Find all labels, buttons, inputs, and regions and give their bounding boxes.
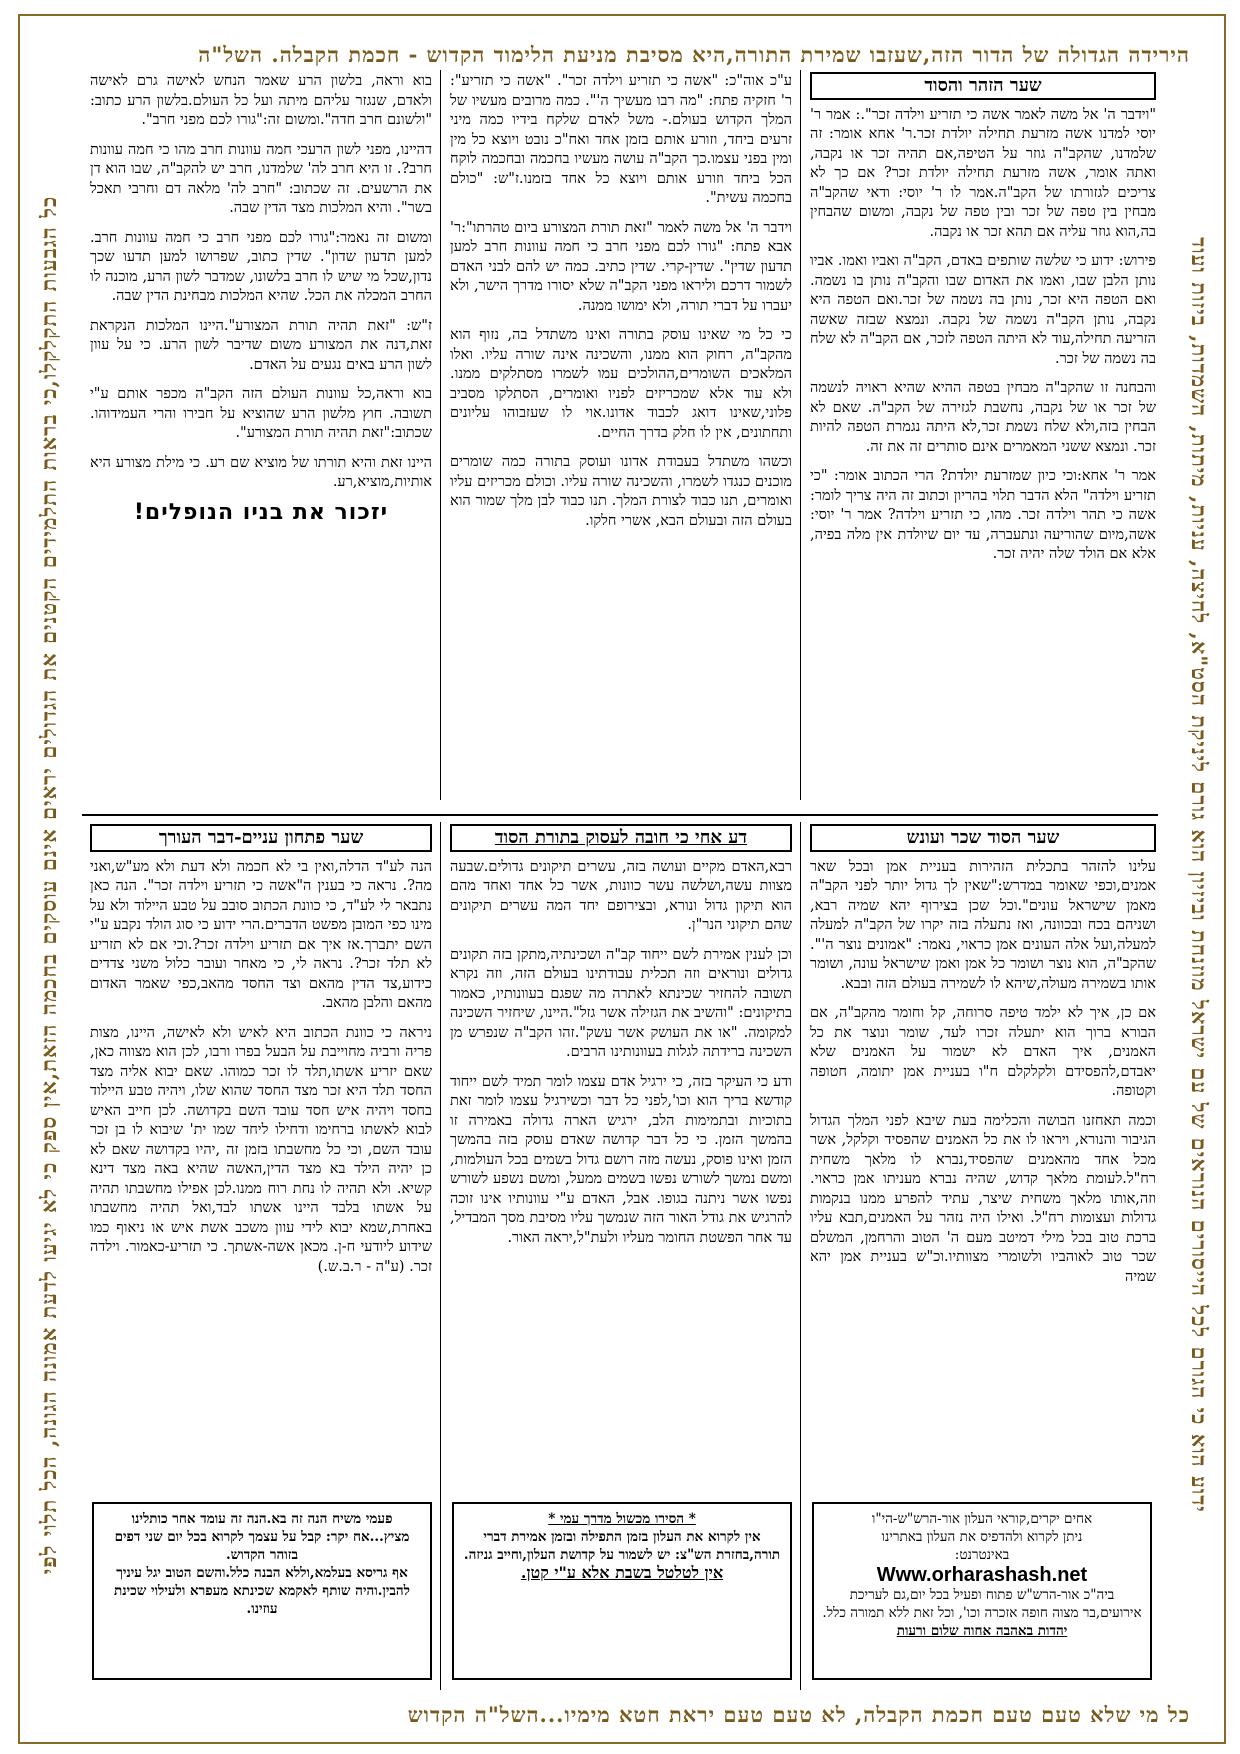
paragraph: וידבר ה' אל משה לאמר "זאת תורת המצורע ביום טהרתו":ר' אבא פתח: "גורו לכם מפני חרב כי חמה עוונות חרב למען תדעון שדין". שדין-קרי. שדין כתיב. כמה יש להם לבני האדם לשמור דרכם וליראו מפני הקב"ה שלא יסורו מדרך הישר, ולא יעברו על דברי תורה, ולא ימושו ממנה. <box>450 219 792 314</box>
paragraph: בוא וראה,כל עוונות העולם הזה הקב"ה מכפר אותם ע"י תשובה. חוץ מלשון הרע שהוציא על חבירו והרי העמידוהו. שכתוב:"זאת תהיה תורת המצורע". <box>90 386 432 441</box>
website-info-box <box>812 1502 1152 1680</box>
box-line: אף גריסא בעלמא,וללא הבנה כלל.והשם הטוב יגל עיניך להבין.והיה שותף לאקמא שכינתא מעפרא ולעילוי שכינת עוזינו. <box>114 1565 410 1617</box>
top-right-column <box>810 72 1156 797</box>
paragraph: היינו זאת והיא תורתו של מוציא שם רע. כי מילת מצורע היא אותיות,מוציא,רע. <box>90 454 432 490</box>
paragraph: כי כל מי שאינו עוסק בתורה ואינו משתדל בה, נזוף הוא מהקב"ה, רחוק הוא ממנו, והשכינה אינה שורה עליו. ואלו המלאכים השומרים,ההולכים עמו לשמרו מסתלקים ממנו. ולא עוד אלא שמכריזים לפניו ואומרים, הסתלקו מסביב פלוני,שאינו דואג לכבוד אדונו.אוי לו שעזבוהו עליונים ותחתונים, אין לו חלק בדרך החיים. <box>450 327 792 441</box>
paragraph: ע"כ אוה"כ: "אשה כי תזריע וילדה זכר". "אשה כי תזריע": ר' חזקיה פתח: "מה רבו מעשיך ה'". כמה מרובים מעשיו של המלך הקדוש בעולם.- משל לאדם שלקח בידיו כמה מיני זרעים ביחד, וזורע אותם בזמן אחד ואח"כ נובט ויוצא כל מין ומין בפני עצמו.כך הקב"ה עושה מעשיו בחכמה ובחכמה לוקח הכל ביחד וזורע אותם ויוצא כל אחד בזמנו.ז"ש: "כולם בחכמה עשית". <box>450 73 792 206</box>
paragraph: וכמה תאחזנו הבושה והכלימה בעת שיבא לפני המלך הגדול הגיבור והנורא, ויראו לו את כל האמנים שהפסיד וקלקל, אשר מכל אחד מהאמנים שהפסיד,נברא לו מלאך משחית רח"ל.לעומת מלאך קדוש, שהיה נברא מעניתו אמן כראוי. וזה,אותו מלאך משחית שיצר, עתיד להפרע ממנו בנקמות גדולות ועצומות רח"ל. ואילו היה נזהר על האמנים,תבא עליו ברכת טוב בכל מילי דמיטב מעם ה' הטוב והרחמן, המשלם שכר טוב לאוהביו ולשומרי מצוותיו.וכ"ש בעניית אמן יהא שמיה <box>810 1112 1156 1285</box>
paragraph: וכשהו משתדל בעבודת אדונו ועוסק בתורה כמה שומרים מוכנים כנגדו לשמרו, והשכינה שורה עליו. וכולם מכריזים עליו ואומרים, תנו כבוד לצורת המלך. תנו כבוד לבן מלך שמור הוא בעולם הזה ובעולם הבא, אשרי חלקו. <box>450 454 792 529</box>
paragraph: ומשום זה נאמר:"גורו לכם מפני חרב כי חמה עוונות חרב. למען תדעון שדון". שדין כתוב, שפרושו למען תדעו שכך נדון,שכל מי שיש לו חרב בלשונו, שמדבר לשון הרע, מוכנה לו החרב המכלה את הכל. שהיא המלכות מבחינת הדין שבה. <box>90 229 432 304</box>
box-title: * הסירו מכשול מדרך עמי * <box>548 1511 696 1527</box>
box-line: אין לטלטל בשבת אלא ע"י קטן. <box>520 1563 724 1582</box>
paragraph: עלינו להזהר בתכלית הזהירות בעניית אמן ובכל שאר אמנים,וכפי שאומר במדרש:"שאין לך גדול יותר לפני הקב"ה מאמן שישראל עונים".וכל שכן בצירוף יהא שמיה רבא, ושניהם בכח ובכוונה, ואז נתעלה בזה יקרו של הקב"ה למעלה למעלה,ועל אלה העונים אמן כראוי, נאמר: "אמונים נוצר ה'". שהקב"ה, הוא נוצר ושומר כל אמן ואמן שישראל עונה, ושומר אותו בשמירה מעולה,שיהא לו לשמירה בעולם הזה ובבא. <box>810 858 1156 992</box>
zohar-reading-box <box>92 1502 432 1680</box>
paragraph: אם כן, איך לא ילמד טיפה סרוחה, קל וחומר מהקב"ה, אם הבורא ברוך הוא יתעלה זכרו לעד, שומר ונוצר את כל האמנים, איך האדם לא ישמור על האמנים שלא יאבדם,להפסידם ולקלקלם ח"ו בעניית אמן יתומה, חטופה וקטופה. <box>810 1005 1156 1099</box>
box-line: אין לקרוא את העלון בזמן התפילה ובזמן אמירת דברי תורה,בחזרת הש"צ: יש לשמור על קדושת העלון,וחייב גניזה. <box>463 1529 781 1563</box>
border-text-right: ידוע הוא כי הגורם לכל הייסורים הנוראים של עם ישראל מוזנחת וביזיון הוא גורם ליניקת הסט"א, לחיצה, עניות, מיתות, השמדות, ביזות ועוד <box>1187 237 1212 1513</box>
column-divider <box>800 70 801 800</box>
newsletter-body <box>82 70 1158 1690</box>
box-line: ניתן לקרוא ולהדפיס את העלון באתרינו <box>881 1529 1083 1545</box>
paragraph: דהיינו, מפני לשון הרעכי חמה עוונות חרב מהו כי חמה עוונות חרב?. זו היא חרב לה' שלמדנו, חרב יש להקב"ה, שבו הוא דן את הרשעים. זה שכתוב: "חרב לה' מלאה דם וחרבי תאכל בשר". והיא המלכות מצד הדין שבה. <box>90 141 432 216</box>
paragraph: בוא וראה, בלשון הרע שאמר הנחש לאישה גרם לאישה ולאדם, שנגזר עליהם מיתה ועל כל העולם.בלשון הרע כתוב: "ולשונם חרב חדה".ומשום זה:"גורו לכם מפני חרב". <box>90 73 432 128</box>
bottom-middle-column <box>450 824 792 1494</box>
border-text-bottom: כל מי שלא טעם טעם חכמת הקבלה, לא טעם טעם יראת חטא מימיו...השל"ה הקדוש <box>407 1702 1190 1727</box>
paragraph: ניראה כי כוונת הכתוב היא לאיש ולא לאישה, היינו, מצות פריה ורביה מחוייבת על הבעל בפרו ורבו, לכן הוא מצווה כאן, שאם יזריע אשתו,תלד לו זכר כמוהו. שאם יבוא אליה מצד החסד תלד היא זכר מצד החסד שהוא שלו, ויהיה טבע היילוד בחסד ויהיה איש חסד עובד השם בקדושה. לכן חייב האיש לבוא לאשתו ברחימו ודחילו ליחד שמו ית' שיבוא לו בן זכר עובד השם, וכי כל מחשבתו בזמן זה ,יהיו בקדושה שאם לא כן יהיה הילד בא מצד הדין,האשה שהיא באה מצד דינא קשיא. ולא תהיה לו נחת רוח ממנו.לכן אפילו מחשבתו תהיה על אשתו בלבד היינו אשתו לבד,ואל תהיה מחשבתו באחרת,שמא יבוא לידי עוון משכב אשת איש או ניאוף כמו שידוע ליודעי ח-ן. מכאן אשה-אשתך. כי תזריע-כאמור. וילדה זכר. (ע"ה - ר.ב.ש.) <box>90 1024 432 1275</box>
paragraph: רבא,האדם מקיים ועושה בזה, עשרים תיקונים גדולים.שבעה מצוות עשה,ושלשה עשר כוונות, אשר כל אחד ואחד מהם הוא תיקון גדול ונורא, ובצירופם יחד המה עשרים תיקונים שהם תיקוני הנר"ן. <box>450 858 792 933</box>
bottom-left-column <box>90 824 432 1494</box>
website-link[interactable]: Www.orharashash.net <box>876 1564 1088 1586</box>
paragraph: "וידבר ה' אל משה לאמר אשה כי תזריע וילדה זכר".: אמר ר' יוסי למדנו אשה מזרעת תחילה יולדת זכר.ר' אחא אומר: זה שלמדנו, שהקב"ה גוזר על הטיפה,אם תהיה זכר או נקבה, ואתה אומר, אשה מזרעת תחילה יולדת זכר? אם כך לא צריכים לגזורתו של הקב"ה.אמר לו ר' יוסי: ודאי שהקב"ה מבחין בין טפה של זכר ובין טפה של נקבה, ומשום שהבחין בה,הוא גוזר עליה אם תהא זכר או נקבה. <box>810 106 1156 240</box>
top-left-column <box>90 72 432 797</box>
column-divider <box>440 70 441 800</box>
paragraph: וכן לענין אמירת לשם ייחוד קב"ה ושכינתיה,מתקן בזה תקונים גדולים ונוראים וזה תכלית עבודתינו בעולם הזה, וזה נקרא תשובה להחזיר שכינתא לאתרה מה שפגם בעוונותיו, כאמור בתיקונים: "והשיב את הגזילה אשר גזל".היינו, שיחזיר השכינה למקומה. "או את העושק אשר עשק".זהו הקב"ה שנפרש מן השכינה ברידתה לגלות בעוונותינו הרבים. <box>450 946 792 1060</box>
border-text-top: הירידה הגדולה של הדור הזה,שעזבו שמירת התורה,היא מסיבת מניעת הלימוד הקדוש - חכמת הקבלה. השל"ה <box>198 42 1190 67</box>
paragraph: אמר ר' אחא:וכי כיון שמזרעת יולדת? הרי הכתוב אומר: "כי תזריע וילדה" הלא הדבר תלוי בהריון וכתוב זה היה צריך לומר: אשה כי תהר וילדה זכר. מהו, כי תזריע וילדה? אמר ר' יוסי: אשה,מיום שהוריעה ונתעברה, עד יום שיולדת אין מלה בפיה, אלא אם הולד שלה יהיה זכר. <box>810 468 1156 562</box>
border-text-left: כל הגבעות התקלקלו,כי בראות התלמידים הקטנים את הגדולים יראים אינם עוסקים בחכמה הזאת,אין ספק כי לא יגיעו לדעת אמונה הגונה, הכל תלוי לפי <box>36 195 61 1575</box>
section-title: דע אחי כי חובה לעסוק בתורת הסוד <box>450 824 792 852</box>
section-title: שער פתחון עניים-דבר העורך <box>90 824 432 852</box>
paragraph: ודע כי העיקר בזה, כי ירגיל אדם עצמו לומר תמיד לשם ייחוד קודשא בריך הוא וכו',לפני כל דבר וכשירגיל עצמו לומר זאת בתוכיות ובתמימות הלב, ירגיש הארה גדולה באמירה זו בהמשך הזמן. כי כל דבר קדושה שאדם עוסק בזה בהמשך הזמן ואינו פוסק, נעשה מזה רושם גדול בשמים בכל העולמות, ומשם נמשך לשורש נפשו בשמים ממעל, ומשם נשפע לשורש נפשו אשר ניתנה בגופו. אבל, האדם ע"י עוונותיו אינו זוכה להרגיש את גודל האור הזה שנמשך עליו מסיבת מסך המבדיל, עד אחר הפשטת החומר מעליו ולעת"ל,יראה האור. <box>450 1073 792 1246</box>
box-line: יהדות באהבה אחוה שלום ורעות <box>896 1623 1068 1639</box>
section-title: שער הסוד שכר ועונש <box>810 824 1156 852</box>
box-line: ביה"כ אור-הרש"ש פתוח ופעיל בכל יום,גם לעריכת אירועים,בר מצוה חופה אזכרה וכו', וכל זאת ללא תמורה כלל. <box>822 1587 1142 1621</box>
paragraph: פירוש: ידוע כי שלשה שותפים באדם, הקב"ה ואביו ואמו. אביו נותן הלבן שבו, ואמו את האדום שבו והקב"ה נותן בו נשמה. ואם הטפה היא זכר, נותן בה נשמה של זכר.ואם הטפה היא נקבה, נותן הקב"ה נשמה של נקבה. ונמצא שבזה שאשה הזריעה תחילה,עוד לא היתה הטפה לזכר, אם הקב"ה לא שלח בה נשמה של זכר. <box>810 253 1156 367</box>
section-divider <box>82 814 1158 816</box>
caution-box <box>452 1502 792 1680</box>
bottom-right-column <box>810 824 1156 1494</box>
slogan: יזכור את בניו הנופלים! <box>133 499 389 525</box>
paragraph: והבחנה זו שהקב"ה מבחין בטפה ההיא שהיא ראויה לנשמה של זכר או של נקבה, נחשבת לגזירה של הקב"ה. שאם לא הבחין בזה,ולא שלח נשמת זכר,לא היתה נגמרת הטפה להיות זכר. ונמצא ששני המאמרים אינם סותרים זה את זה. <box>810 380 1156 455</box>
paragraph: הנה לע"ד הדלה,ואין בי לא חכמה ולא דעת ולא מע"ש,ואני מה?. נראה כי בענין ה"אשה כי תזריע וילדה זכר". הנה כאן נתבאר לי לע"ד, כי כוונת הכתוב סובב על טבע היילוד ולא על מינו כפי המובן מפשט הדברים.הרי ידוע כי סוג הולד נקבע ע"י השם יתברך.אז איך אם תזריע וילדה זכר?.וכי אם לא תזריע לא תלד זכר?. נראה לי, כי מאחר ועובר כלול משני צדדים כידוע,צד הדין מהאם וצד החסד מהאב,כפי שאמר האדום מהאם והלבן מהאב. <box>90 858 432 1011</box>
column-divider <box>800 822 801 1690</box>
box-line: אחים יקרים,קוראי העלון אור-הרש"ש-הי"ו <box>871 1511 1093 1527</box>
paragraph: ז"ש: "זאת תהיה תורת המצורע".היינו המלכות הנקראת זאת,דנה את המצורע משום שדיבר לשון הרע. כי על עוון לשון הרע באים נגעים על האדם. <box>90 317 432 373</box>
box-line: באינטרנט: <box>954 1547 1010 1563</box>
top-middle-column <box>450 72 792 797</box>
section-title: שער הזהר והסוד <box>810 72 1156 100</box>
box-line: פעמי משיח הנה זה בא.הנה זה עומד אחר כותלינו מציץ...אח יקר: קבל על עצמך לקרוא בכל יום שני דפים בזוהר הקדוש. <box>114 1511 410 1563</box>
column-divider <box>440 822 441 1690</box>
